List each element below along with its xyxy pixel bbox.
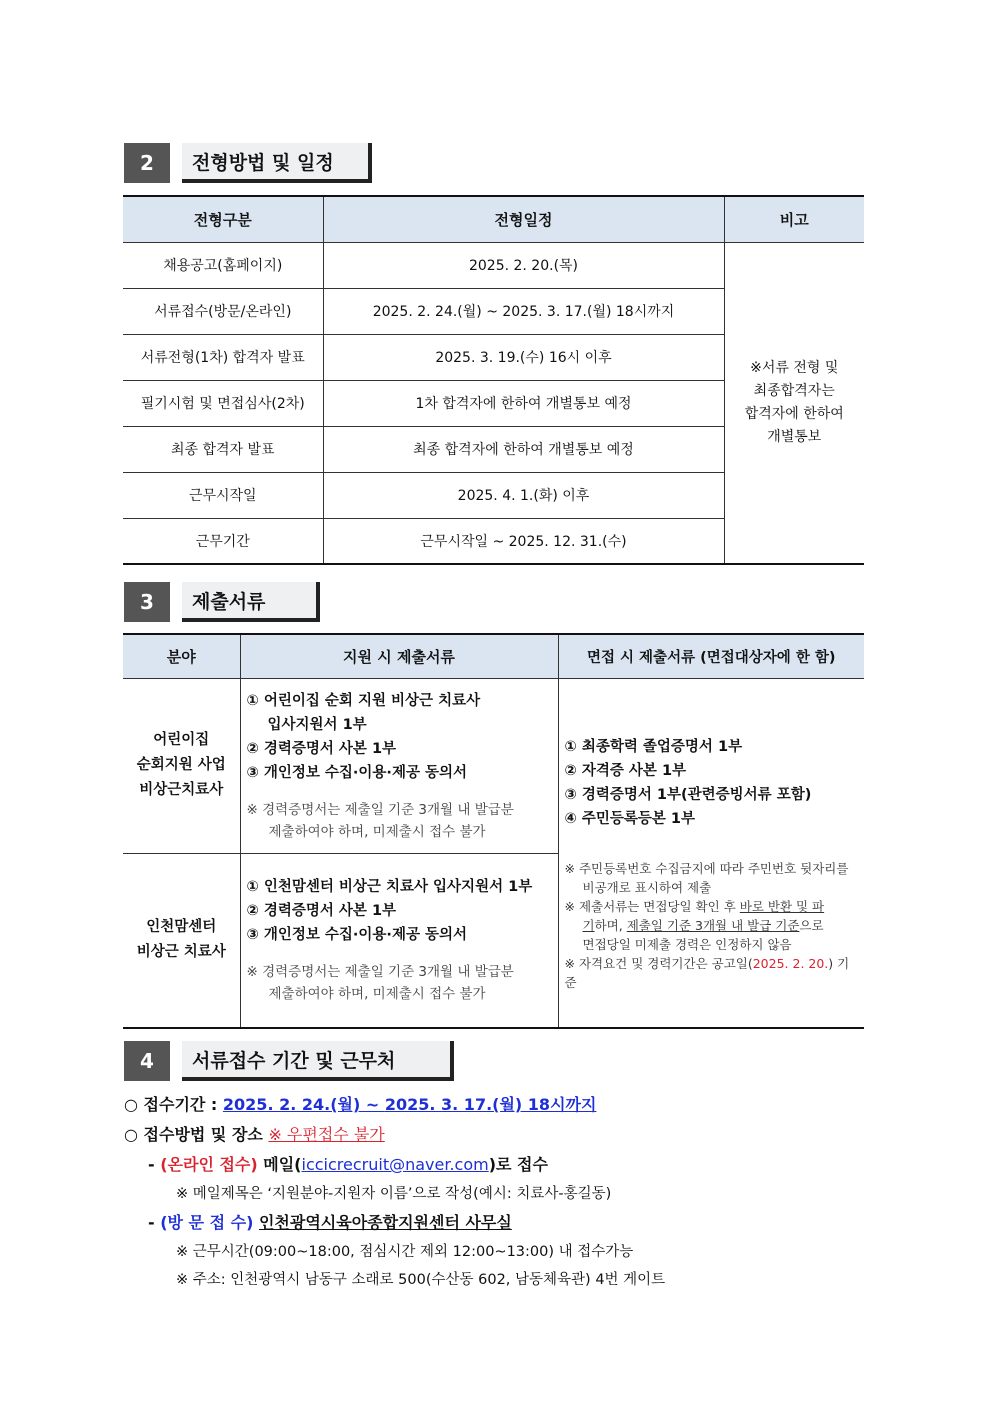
column-header: 전형구분 bbox=[123, 196, 323, 242]
date-cell: 최종 합격자에 한하여 개별통보 예정 bbox=[323, 426, 724, 472]
online-line: - (온라인 접수) 메일(iccicrecruit@naver.com)로 접수 bbox=[148, 1155, 548, 1174]
table-row bbox=[123, 242, 864, 288]
remark-cell: ※서류 전형 및 최종합격자는 합격자에 한하여 개별통보 bbox=[724, 242, 864, 564]
date-cell: 2025. 2. 20.(목) bbox=[323, 242, 724, 288]
column-header: 비고 bbox=[724, 196, 864, 242]
column-header: 전형일정 bbox=[323, 196, 724, 242]
section-3-header bbox=[124, 582, 320, 622]
application-docs-cell: ① 어린이집 순회 지원 비상근 치료사 입사지원서 1부 ② 경력증명서 사본 1부 ③ 개인정보 수집·이용·제공 동의서 ※ 경력증명서는 제출일 기준 3개월 내 발급분 제출하여야 하며, 미제출시 접수 불가 bbox=[240, 678, 558, 853]
section-number: 3 bbox=[124, 582, 170, 622]
section-number: 2 bbox=[124, 143, 170, 183]
section-title: 제출서류 bbox=[182, 582, 320, 622]
column-header: 면접 시 제출서류 (면접대상자에 한 함) bbox=[558, 634, 864, 678]
column-header: 분야 bbox=[123, 634, 240, 678]
section-4-header bbox=[124, 1041, 454, 1081]
visit-note-address: ※ 주소: 인천광역시 남동구 소래로 500(수산동 602, 남동체육관) 4번 게이트 bbox=[176, 1272, 666, 1288]
field-name-cell: 인천맘센터 비상근 치료사 bbox=[123, 853, 240, 1028]
stage-cell: 서류접수(방문/온라인) bbox=[123, 288, 323, 334]
section-title: 전형방법 및 일정 bbox=[182, 143, 372, 183]
visit-line: - (방 문 접 수) 인천광역시육아종합지원센터 사무실 bbox=[148, 1213, 512, 1232]
online-note: ※ 메일제목은 ‘지원분야-지원자 이름’으로 작성(예시: 치료사-홍길동) bbox=[176, 1186, 612, 1202]
date-cell: 2025. 3. 19.(수) 16시 이후 bbox=[323, 334, 724, 380]
column-header: 지원 시 제출서류 bbox=[240, 634, 558, 678]
stage-cell: 채용공고(홈페이지) bbox=[123, 242, 323, 288]
field-name-cell: 어린이집 순회지원 사업 비상근치료사 bbox=[123, 678, 240, 853]
table-row bbox=[123, 678, 864, 853]
documents-table bbox=[123, 633, 864, 1029]
stage-cell: 근무시작일 bbox=[123, 472, 323, 518]
section-title: 서류접수 기간 및 근무처 bbox=[182, 1041, 454, 1081]
date-cell: 2025. 2. 24.(월) ~ 2025. 3. 17.(월) 18시까지 bbox=[323, 288, 724, 334]
section-2-header bbox=[124, 143, 372, 183]
email-link[interactable]: iccicrecruit@naver.com bbox=[301, 1155, 489, 1174]
section-number: 4 bbox=[124, 1041, 170, 1081]
stage-cell: 근무기간 bbox=[123, 518, 323, 564]
interview-docs-cell: ① 최종학력 졸업증명서 1부 ② 자격증 사본 1부 ③ 경력증명서 1부(관련증빙서류 포함) ④ 주민등록등본 1부 ※ 주민등록번호 수집금지에 따라 주민번호 뒷자리를 비공개로 표시하여 제출 ※ 제출서류는 면접당일 확인 후 바로 반환 및 파 기하며, 제출일 기준 3개월 내 발급 기준으로 면접당일 미제출 경력은 인정하지 않음 ※ 자격요건 및 경력기간은 공고일(2025. 2. 20.) 기준 bbox=[558, 678, 864, 1028]
period-line: ○ 접수기간 : 2025. 2. 24.(월) ~ 2025. 3. 17.(월) 18시까지 bbox=[124, 1095, 597, 1114]
visit-note-hours: ※ 근무시간(09:00~18:00, 점심시간 제외 12:00~13:00) 내 접수가능 bbox=[176, 1244, 634, 1260]
date-cell: 근무시작일 ~ 2025. 12. 31.(수) bbox=[323, 518, 724, 564]
application-docs-cell: ① 인천맘센터 비상근 치료사 입사지원서 1부 ② 경력증명서 사본 1부 ③ 개인정보 수집·이용·제공 동의서 ※ 경력증명서는 제출일 기준 3개월 내 발급분 제출하여야 하며, 미제출시 접수 불가 bbox=[240, 853, 558, 1028]
stage-cell: 서류전형(1차) 합격자 발표 bbox=[123, 334, 323, 380]
date-cell: 1차 합격자에 한하여 개별통보 예정 bbox=[323, 380, 724, 426]
stage-cell: 필기시험 및 면접심사(2차) bbox=[123, 380, 323, 426]
method-line: ○ 접수방법 및 장소 ※ 우편접수 불가 bbox=[124, 1125, 385, 1144]
date-cell: 2025. 4. 1.(화) 이후 bbox=[323, 472, 724, 518]
schedule-table bbox=[123, 195, 864, 565]
stage-cell: 최종 합격자 발표 bbox=[123, 426, 323, 472]
